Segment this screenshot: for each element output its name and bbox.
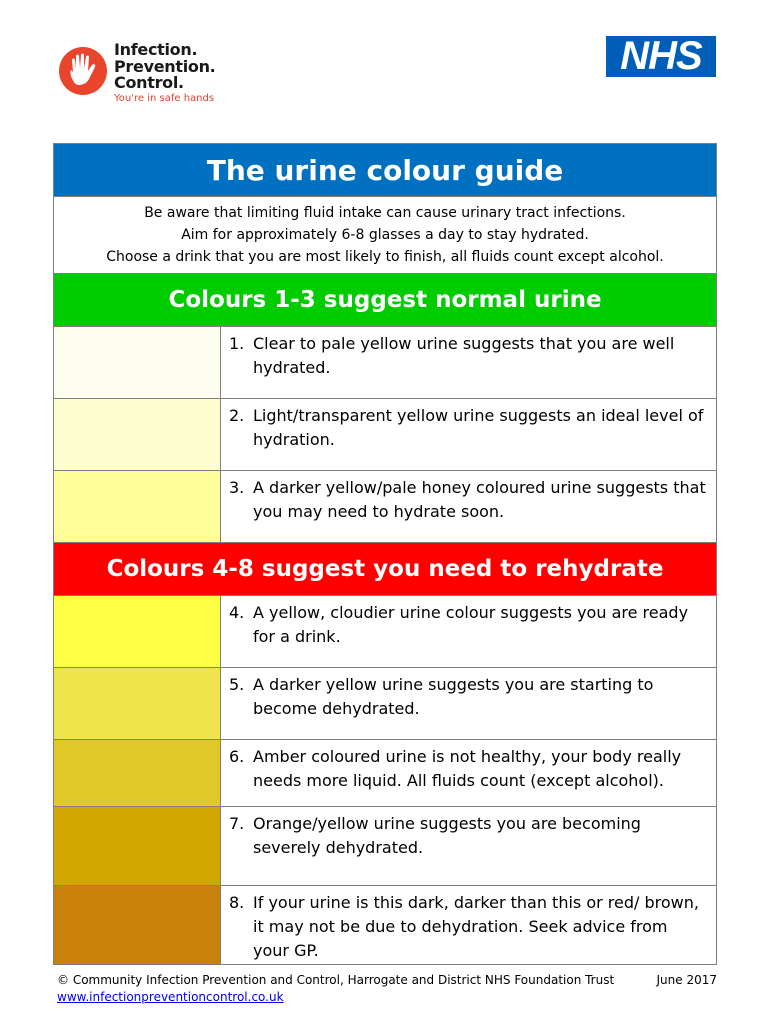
row-text: Amber coloured urine is not healthy, your body really needs more liquid. All fluids count (except alcohol). [253,747,682,790]
colour-row [54,327,716,399]
row-text: A darker yellow urine suggests you are starting to become dehydrated. [253,675,654,718]
colour-row [54,668,716,740]
colour-swatch [54,886,221,964]
row-number: 6. [229,747,245,766]
colour-row [54,740,716,807]
row-text: If your urine is this dark, darker than this or red/ brown, it may not be due to dehydration. Seek advice from your GP. [253,893,699,960]
guide-intro [54,197,716,274]
colour-swatch [54,327,221,398]
colour-swatch [54,471,221,542]
intro-line: Aim for approximately 6-8 glasses a day to stay hydrated. [181,227,589,243]
ipc-logo [58,42,238,112]
row-text: A yellow, cloudier urine colour suggests you are ready for a drink. [253,603,689,646]
copyright-text: © Community Infection Prevention and Control, Harrogate and District NHS Foundation Trust [57,973,615,987]
row-number: 1. [229,334,245,353]
row-number: 5. [229,675,245,694]
colour-description [221,668,716,739]
colour-description [221,596,716,667]
colour-row [54,596,716,668]
section-heading-normal: Colours 1-3 suggest normal urine [54,274,716,327]
colour-row [54,399,716,471]
row-number: 8. [229,893,245,912]
colour-description [221,886,716,964]
colour-swatch [54,740,221,806]
row-text: Orange/yellow urine suggests you are becoming severely dehydrated. [253,814,641,857]
row-number: 4. [229,603,245,622]
colour-swatch [54,668,221,739]
row-text: A darker yellow/pale honey coloured urine suggests that you may need to hydrate soon. [253,478,706,521]
intro-line: Choose a drink that you are most likely to finish, all fluids count except alcohol. [106,249,664,265]
colour-row [54,886,716,964]
intro-line: Be aware that limiting fluid intake can cause urinary tract infections. [144,205,626,221]
footer-date: June 2017 [656,973,717,987]
urine-colour-guide-table [53,143,717,965]
colour-swatch [54,807,221,885]
colour-swatch [54,596,221,667]
website-link[interactable]: www.infectionpreventioncontrol.co.uk [57,990,284,1004]
colour-row [54,807,716,886]
row-text: Light/transparent yellow urine suggests an ideal level of hydration. [253,406,704,449]
row-number: 2. [229,406,245,425]
colour-description [221,807,716,885]
row-text: Clear to pale yellow urine suggests that you are well hydrated. [253,334,675,377]
footer [57,972,717,1006]
row-number: 7. [229,814,245,833]
ipc-logo-text: Infection. Prevention. Control. [114,40,216,92]
colour-description [221,471,716,542]
colour-description [221,740,716,806]
nhs-logo: NHS [606,36,716,77]
hand-icon [58,46,108,96]
colour-swatch [54,399,221,470]
colour-description [221,327,716,398]
colour-description [221,399,716,470]
section-heading-rehydrate: Colours 4-8 suggest you need to rehydrate [54,543,716,596]
colour-row [54,471,716,543]
guide-title: The urine colour guide [54,144,716,197]
row-number: 3. [229,478,245,497]
ipc-tagline: You're in safe hands [114,93,215,104]
